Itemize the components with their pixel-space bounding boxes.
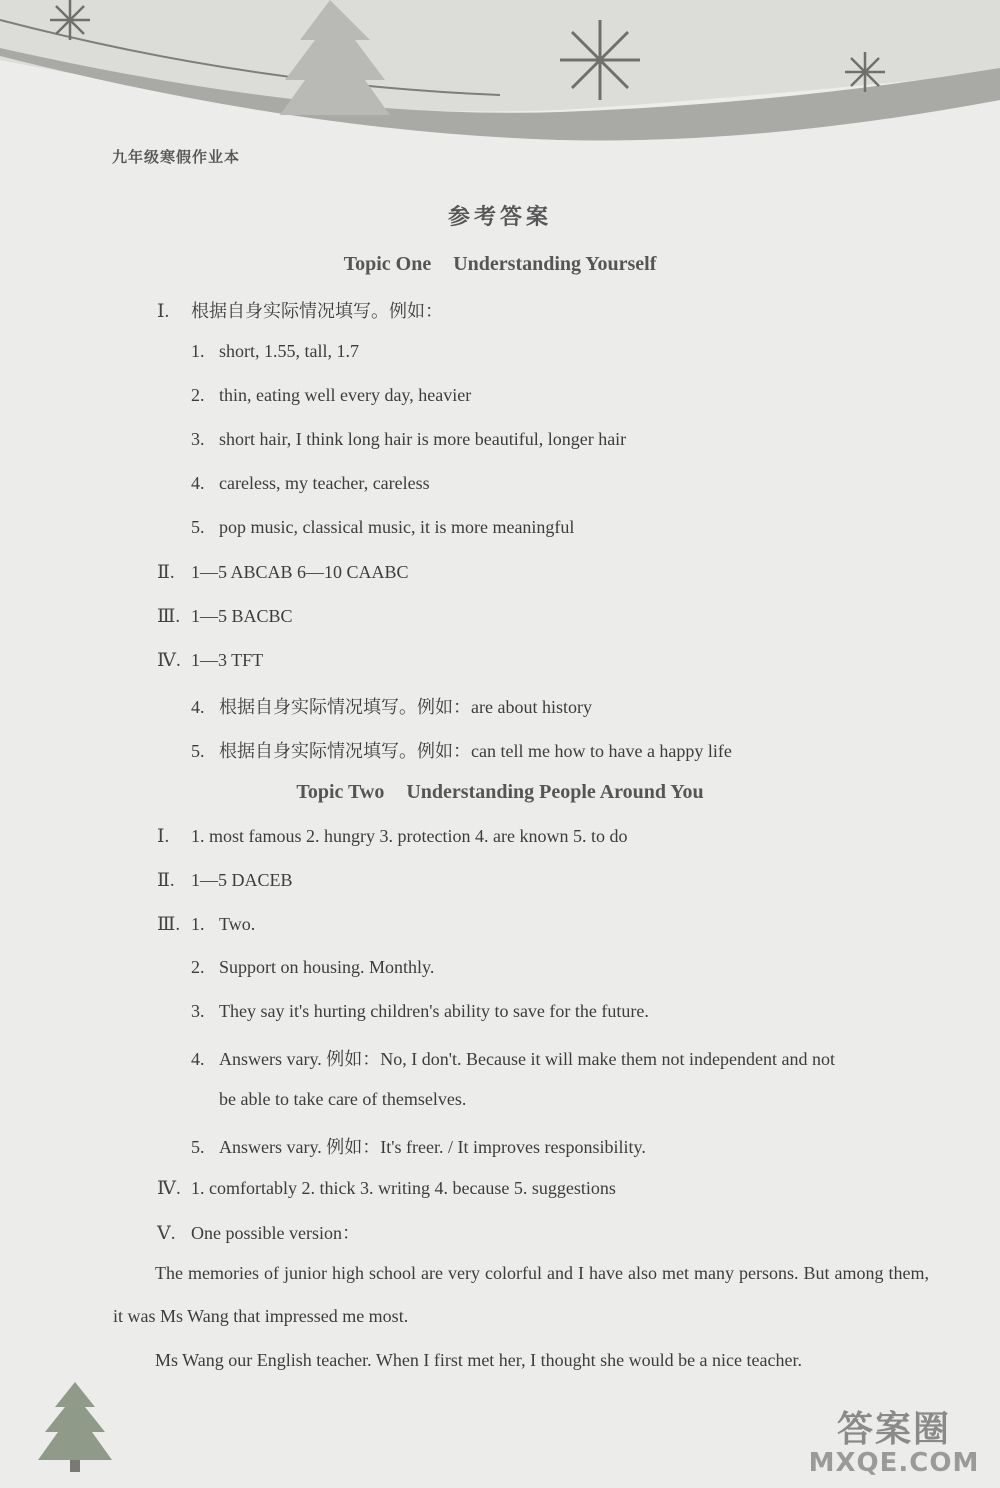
item-number: 4. (191, 1049, 205, 1069)
section-text: 1. most famous 2. hungry 3. protection 4. are known 5. to do (191, 826, 628, 846)
watermark-url: MXQE.COM (808, 1448, 980, 1478)
list-item (191, 737, 732, 763)
section-row (157, 869, 293, 892)
section-row (157, 561, 409, 584)
topic-one-heading (0, 253, 1000, 276)
list-item (191, 1001, 649, 1022)
item-number: 5. (191, 741, 205, 761)
paragraph-text: The memories of junior high school are very colorful and I have also met many persons. But among them, it was Ms Wang that impressed me most. (113, 1263, 929, 1326)
item-text: be able to take care of themselves. (219, 1089, 467, 1109)
roman-numeral: Ⅱ. (157, 562, 175, 583)
watermark-logo: 答案圈 (836, 1409, 951, 1450)
section-text: 1—5 ABCAB 6—10 CAABC (191, 562, 409, 582)
section-text: One possible version： (191, 1223, 360, 1243)
item-text: careless, my teacher, careless (219, 473, 430, 493)
tree-icon (30, 1382, 130, 1472)
item-text: Answers vary. 例如：No, I don't. Because it will make them not independent and not (219, 1049, 835, 1069)
header-decoration (0, 0, 1000, 160)
roman-numeral: Ⅱ. (157, 870, 175, 891)
item-number: 2. (191, 957, 205, 977)
list-item (191, 473, 430, 494)
item-number: 5. (191, 517, 205, 537)
book-title: 九年级寒假作业本 (112, 148, 241, 166)
snowflake-icon (50, 0, 90, 40)
item-number: 4. (191, 697, 205, 717)
item-number: 1. (191, 914, 205, 934)
item-text: short, 1.55, tall, 1.7 (219, 341, 359, 361)
topic-label: Topic One (343, 253, 432, 275)
section-row (157, 605, 293, 628)
item-text: Two. (219, 914, 256, 934)
section-text: 1—3 TFT (191, 650, 264, 670)
item-text: short hair, I think long hair is more beautiful, longer hair (219, 429, 627, 449)
item-text: thin, eating well every day, heavier (219, 385, 472, 405)
roman-numeral: Ⅰ. (157, 301, 170, 322)
roman-numeral: Ⅲ. (157, 914, 181, 935)
section-text: 1—5 DACEB (191, 870, 293, 890)
page-heading: 参考答案 (447, 204, 552, 230)
watermark (794, 1401, 994, 1478)
section-row (157, 1177, 616, 1200)
roman-numeral: Ⅳ. (157, 1178, 181, 1199)
list-item (191, 957, 434, 978)
item-number: 4. (191, 473, 205, 493)
list-item (191, 429, 626, 450)
section-row (157, 913, 255, 936)
topic-label: Topic Two (296, 781, 385, 803)
item-text: 根据自身实际情况填写。例如：can tell me how to have a happy life (219, 741, 732, 761)
roman-numeral: Ⅴ. (157, 1223, 176, 1244)
list-item (191, 341, 359, 362)
item-text: Support on housing. Monthly. (219, 957, 435, 977)
list-item (191, 693, 592, 719)
section-text: 根据自身实际情况填写。例如： (191, 301, 443, 321)
list-item (191, 385, 471, 406)
section-row (157, 1219, 360, 1245)
item-text: 根据自身实际情况填写。例如：are about history (219, 697, 592, 717)
section-row (157, 649, 263, 672)
essay-paragraph (113, 1339, 929, 1382)
roman-numeral: Ⅰ. (157, 826, 170, 847)
item-text: pop music, classical music, it is more meaningful (219, 517, 575, 537)
item-text: They say it's hurting children's ability to save for the future. (219, 1001, 649, 1021)
item-number: 3. (191, 429, 205, 449)
item-number: 1. (191, 341, 205, 361)
topic-name: Understanding People Around You (406, 781, 704, 803)
section-text: 1—5 BACBC (191, 606, 293, 626)
list-item (191, 517, 574, 538)
topic-two-heading (0, 781, 1000, 804)
paragraph-text: Ms Wang our English teacher. When I first met her, I thought she would be a nice teacher. (155, 1350, 802, 1370)
roman-numeral: Ⅲ. (157, 606, 181, 627)
snowflake-icon (845, 52, 885, 92)
list-item (191, 1045, 835, 1071)
item-number: 2. (191, 385, 205, 405)
section-row (157, 297, 443, 323)
list-item (191, 1089, 466, 1110)
section-row (157, 825, 627, 848)
roman-numeral: Ⅳ. (157, 650, 181, 671)
list-item (191, 1133, 646, 1159)
item-number: 3. (191, 1001, 205, 1021)
item-number: 5. (191, 1137, 205, 1157)
topic-name: Understanding Yourself (453, 253, 657, 275)
section-text: 1. comfortably 2. thick 3. writing 4. because 5. suggestions (191, 1178, 616, 1198)
essay-paragraph (113, 1252, 929, 1338)
item-text: Answers vary. 例如：It's freer. / It improves responsibility. (219, 1137, 646, 1157)
